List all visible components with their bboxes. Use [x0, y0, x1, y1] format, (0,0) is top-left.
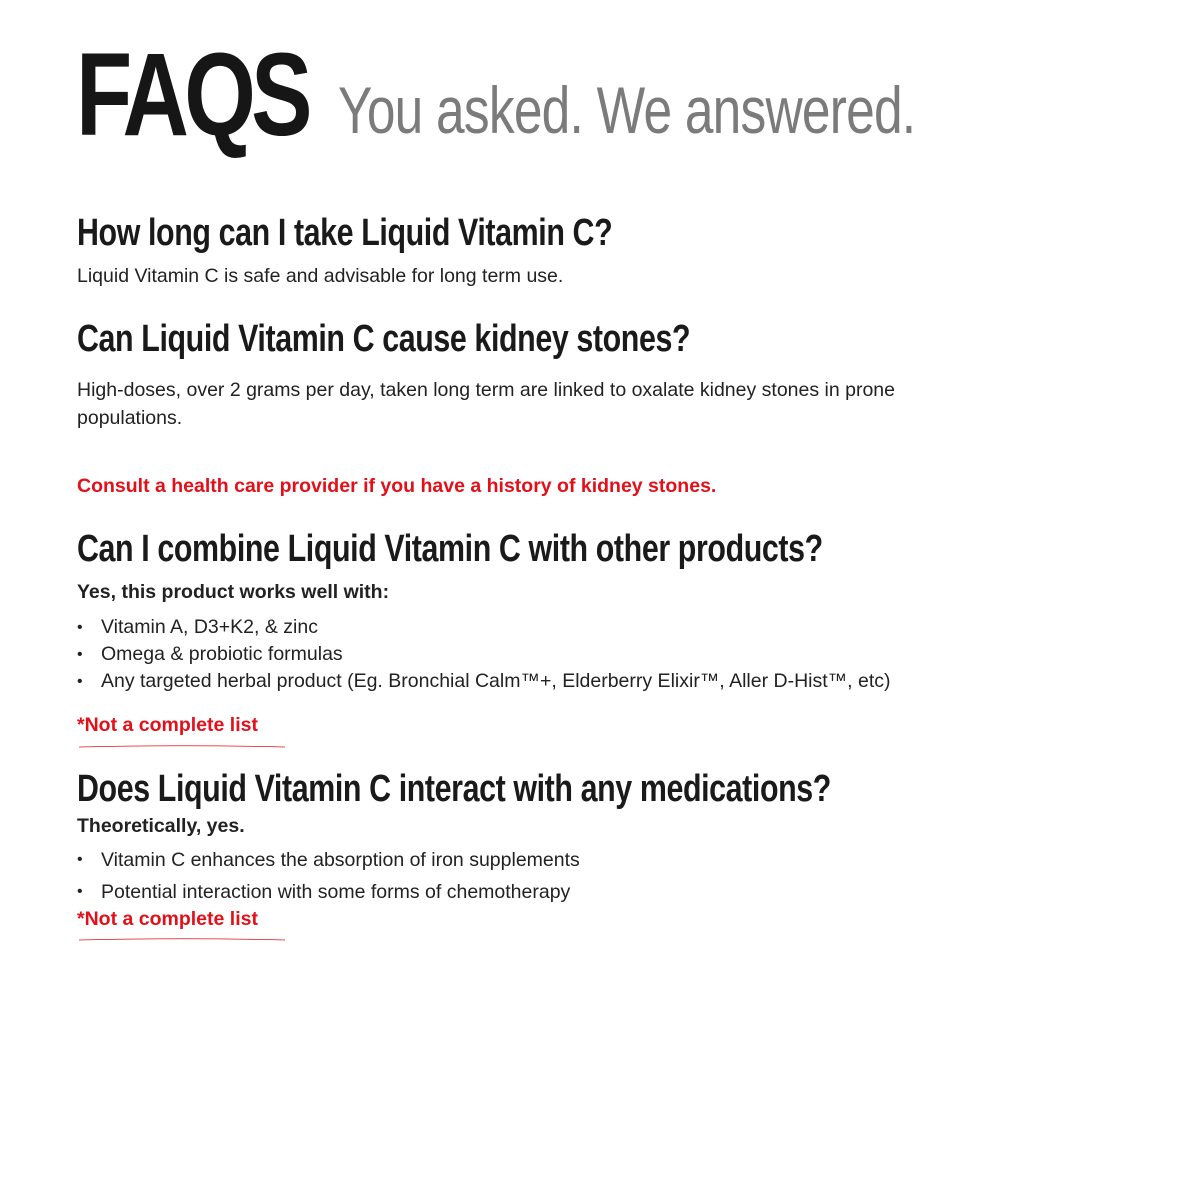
faq-intro-3: Yes, this product works well with:: [77, 581, 390, 603]
faq-answer-2-line1: High-doses, over 2 grams per day, taken long term are linked to oxalate kidney stones in prone: [77, 379, 896, 401]
page-header: [76, 29, 1078, 161]
red-underline-decoration: [78, 745, 286, 748]
list-item: • Potential interaction with some forms of chemotherapy: [77, 876, 580, 908]
list-item: • Any targeted herbal product (Eg. Bronchial Calm™+, Elderberry Elixir™, Aller D-Hist™, etc): [77, 668, 891, 695]
red-underline-decoration: [78, 938, 286, 941]
faq-question-4: Does Liquid Vitamin C interact with any medications?: [77, 768, 831, 810]
list-item: • Vitamin C enhances the absorption of iron supplements: [77, 844, 580, 876]
faq-question-2: Can Liquid Vitamin C cause kidney stones?: [77, 318, 691, 360]
faq-question-3: Can I combine Liquid Vitamin C with other products?: [77, 528, 823, 570]
page-tagline: You asked. We answered.: [338, 73, 916, 147]
faq-intro-4: Theoretically, yes.: [77, 815, 245, 837]
faq-answer-2-line2: populations.: [77, 407, 183, 429]
compatible-products-list: [77, 614, 891, 695]
faq-answer-1: Liquid Vitamin C is safe and advisable for long term use.: [77, 265, 564, 287]
faq-question-1: How long can I take Liquid Vitamin C?: [77, 212, 613, 254]
kidney-stone-warning: Consult a health care provider if you have a history of kidney stones.: [77, 475, 717, 497]
list-item: • Omega & probiotic formulas: [77, 641, 891, 668]
page-title: FAQS: [76, 29, 308, 161]
list-item: • Vitamin A, D3+K2, & zinc: [77, 614, 891, 641]
incomplete-list-note-1: *Not a complete list: [77, 714, 258, 736]
medication-interactions-list: [77, 844, 580, 908]
incomplete-list-note-2: *Not a complete list: [77, 908, 258, 930]
